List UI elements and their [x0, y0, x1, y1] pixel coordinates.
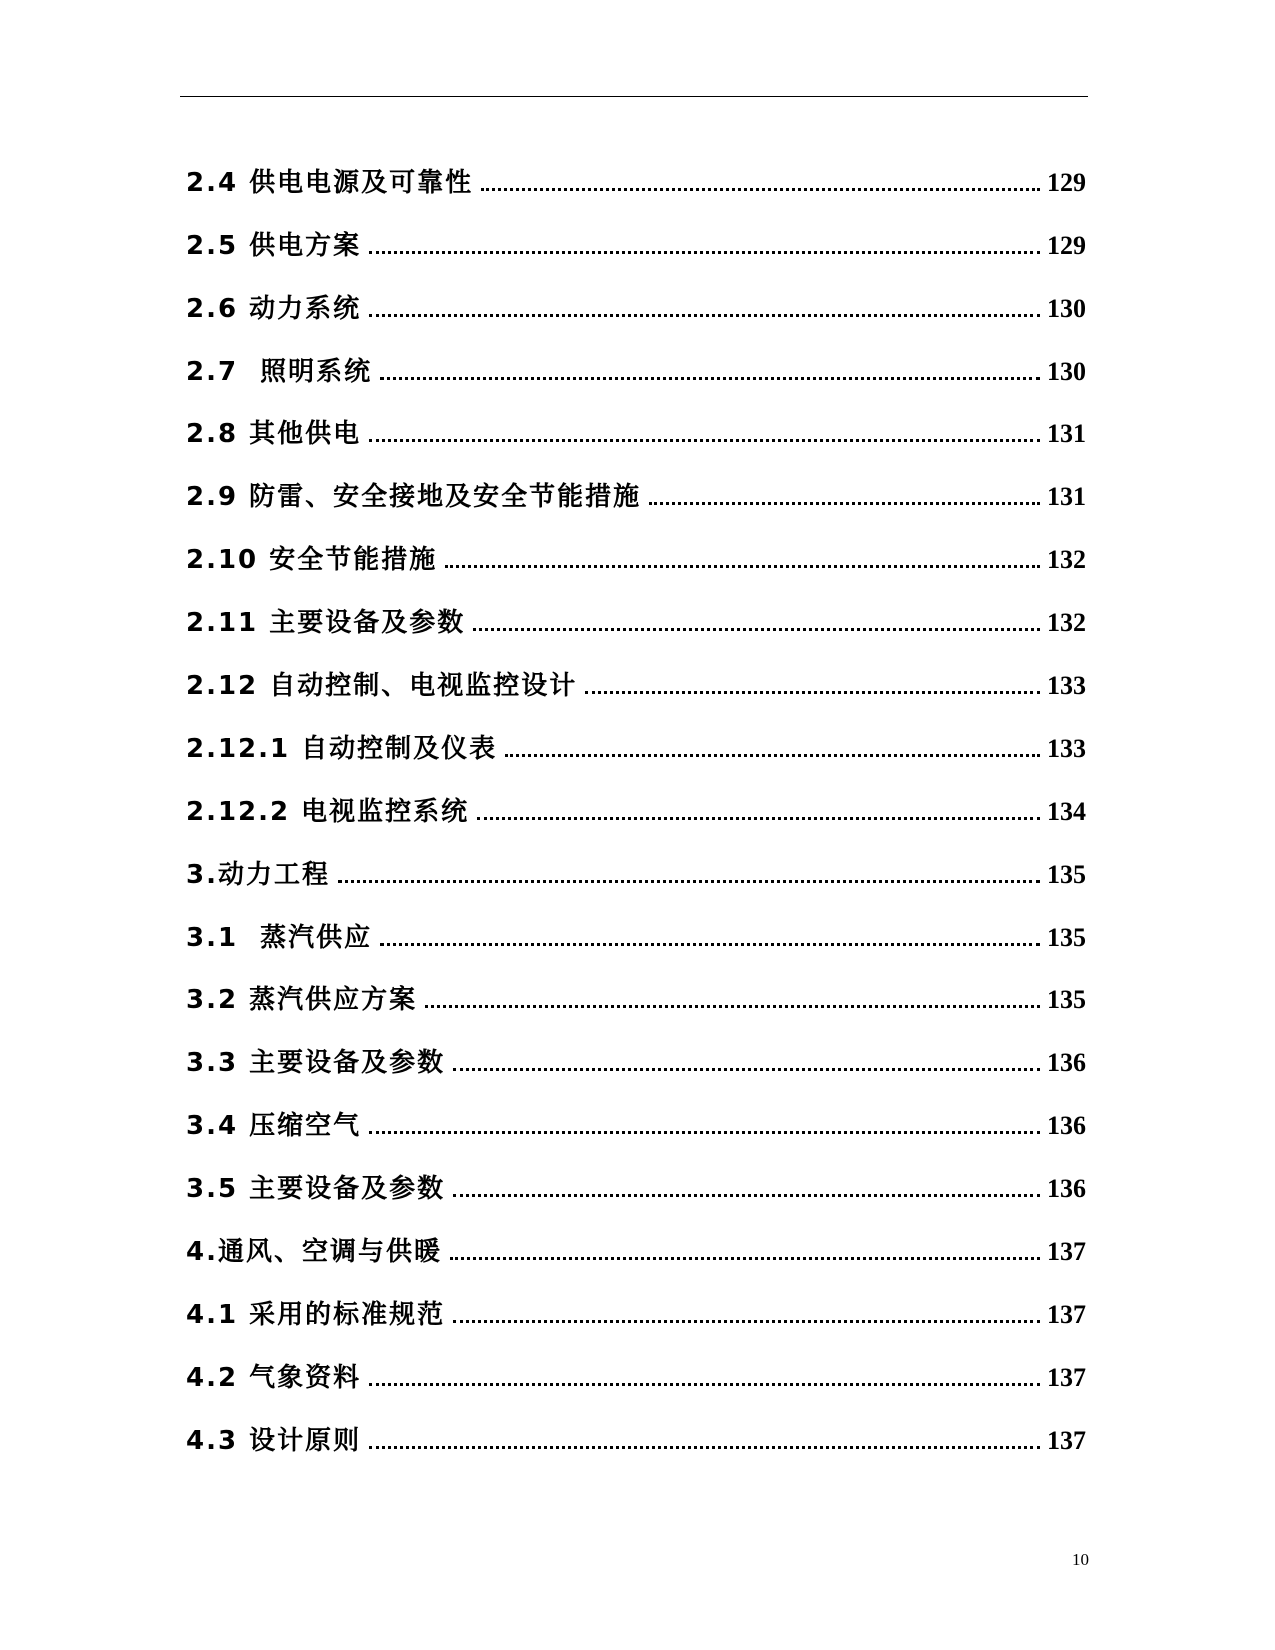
toc-dot-leader	[369, 439, 1040, 442]
toc-entry[interactable]	[186, 1403, 1086, 1466]
toc-dot-leader	[453, 1194, 1040, 1197]
toc-entry[interactable]	[186, 963, 1086, 1026]
toc-entry[interactable]	[186, 522, 1086, 585]
toc-entry-title: 2.9 防雷、安全接地及安全节能措施	[186, 482, 642, 513]
toc-entry-title: 3.1 蒸汽供应	[186, 922, 373, 953]
toc-entry[interactable]	[186, 837, 1086, 900]
toc-entry-title: 2.12.2 电视监控系统	[186, 796, 470, 827]
toc-entry-title: 2.4 供电电源及可靠性	[186, 167, 474, 198]
toc-dot-leader	[473, 628, 1040, 631]
toc-dot-leader	[649, 502, 1040, 505]
toc-entry-title: 2.7 照明系统	[186, 356, 373, 387]
toc-entry[interactable]	[186, 1151, 1086, 1214]
toc-entry[interactable]	[186, 585, 1086, 648]
toc-entry-page: 136	[1047, 1174, 1086, 1204]
toc-entry-title: 2.12.1 自动控制及仪表	[186, 733, 498, 764]
toc-entry-page: 129	[1047, 230, 1086, 260]
toc-entry[interactable]	[186, 648, 1086, 711]
toc-entry-title: 4.通风、空调与供暖	[186, 1237, 442, 1268]
toc-entry-title: 3.2 蒸汽供应方案	[186, 985, 418, 1016]
toc-dot-leader	[338, 880, 1040, 883]
toc-dot-leader	[453, 1320, 1040, 1323]
toc-dot-leader	[585, 691, 1040, 694]
toc-entry-title: 3.4 压缩空气	[186, 1111, 362, 1142]
toc-entry[interactable]	[186, 1088, 1086, 1151]
toc-entry[interactable]	[186, 774, 1086, 837]
toc-entry[interactable]	[186, 208, 1086, 271]
toc-entry-title: 3.3 主要设备及参数	[186, 1048, 446, 1079]
toc-entry-page: 137	[1047, 1237, 1086, 1267]
toc-entry-page: 136	[1047, 1048, 1086, 1078]
table-of-contents	[186, 145, 1086, 1466]
toc-dot-leader	[445, 565, 1040, 568]
toc-entry-page: 131	[1047, 482, 1086, 512]
toc-entry-page: 134	[1047, 796, 1086, 826]
toc-entry[interactable]	[186, 1277, 1086, 1340]
toc-entry-page: 132	[1047, 608, 1086, 638]
toc-dot-leader	[380, 377, 1040, 380]
toc-entry-page: 136	[1047, 1111, 1086, 1141]
toc-entry-page: 129	[1047, 167, 1086, 197]
toc-entry[interactable]	[186, 1025, 1086, 1088]
toc-entry[interactable]	[186, 1214, 1086, 1277]
toc-entry-page: 132	[1047, 545, 1086, 575]
toc-dot-leader	[369, 314, 1040, 317]
toc-dot-leader	[453, 1068, 1040, 1071]
toc-entry-page: 130	[1047, 356, 1086, 386]
toc-entry-title: 4.1 采用的标准规范	[186, 1299, 446, 1330]
toc-entry[interactable]	[186, 334, 1086, 397]
toc-entry-title: 2.11 主要设备及参数	[186, 608, 466, 639]
toc-entry-page: 133	[1047, 733, 1086, 763]
toc-entry-title: 4.2 气象资料	[186, 1362, 362, 1393]
toc-entry-title: 2.5 供电方案	[186, 230, 362, 261]
toc-entry-title: 2.6 动力系统	[186, 293, 362, 324]
toc-dot-leader	[369, 1383, 1040, 1386]
toc-dot-leader	[369, 1131, 1040, 1134]
toc-dot-leader	[380, 943, 1040, 946]
toc-entry-page: 137	[1047, 1362, 1086, 1392]
toc-dot-leader	[505, 754, 1040, 757]
toc-entry-page: 135	[1047, 985, 1086, 1015]
header-rule	[180, 96, 1088, 97]
toc-dot-leader	[425, 1005, 1040, 1008]
toc-entry[interactable]	[186, 1340, 1086, 1403]
toc-entry[interactable]	[186, 271, 1086, 334]
toc-entry-title: 2.12 自动控制、电视监控设计	[186, 671, 578, 702]
toc-entry[interactable]	[186, 459, 1086, 522]
toc-entry[interactable]	[186, 397, 1086, 460]
toc-entry-title: 3.动力工程	[186, 859, 330, 890]
toc-entry-page: 131	[1047, 419, 1086, 449]
toc-dot-leader	[450, 1257, 1040, 1260]
toc-entry-title: 3.5 主要设备及参数	[186, 1174, 446, 1205]
page-number: 10	[1072, 1550, 1089, 1569]
toc-entry-title: 2.8 其他供电	[186, 419, 362, 450]
toc-dot-leader	[481, 188, 1040, 191]
toc-entry-page: 137	[1047, 1299, 1086, 1329]
toc-entry-page: 135	[1047, 859, 1086, 889]
toc-entry-page: 135	[1047, 922, 1086, 952]
toc-entry[interactable]	[186, 711, 1086, 774]
toc-entry-title: 4.3 设计原则	[186, 1425, 362, 1456]
toc-dot-leader	[369, 251, 1040, 254]
toc-dot-leader	[369, 1446, 1040, 1449]
toc-entry-page: 133	[1047, 671, 1086, 701]
toc-entry[interactable]	[186, 900, 1086, 963]
toc-entry-page: 137	[1047, 1425, 1086, 1455]
toc-dot-leader	[477, 817, 1040, 820]
toc-entry-page: 130	[1047, 293, 1086, 323]
toc-entry-title: 2.10 安全节能措施	[186, 545, 438, 576]
toc-entry[interactable]	[186, 145, 1086, 208]
